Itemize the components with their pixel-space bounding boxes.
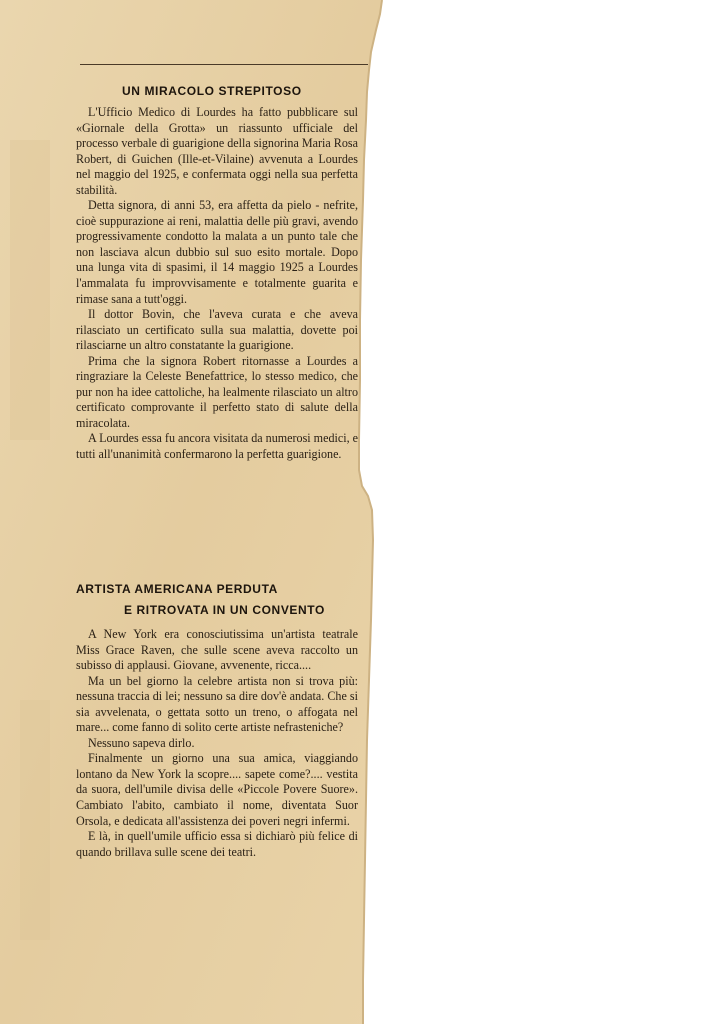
article1-paragraph: L'Ufficio Medico di Lourdes ha fatto pubblicare sul «Giornale della Grotta» un riassunto ufficiale del processo verbale di guarigione della signorina Maria Rosa Robert, di Guichen (Ille-et-Vilaine) avvenuta a Lourdes nel maggio del 1925, e confermata oggi nella sua perfetta stabilità.: [76, 105, 358, 197]
article2-paragraph: Finalmente un giorno una sua amica, viaggiando lontano da New York la scopre.... sapete come?.... vestita da suora, dell'umile divisa delle «Piccole Povere Suore». Cambiato l'abito, cambiato il nome, diventata Suor Orsola, e dedicata all'assistenza dei poveri negri infermi.: [76, 751, 358, 828]
article2-paragraph: Ma un bel giorno la celebre artista non si trova più: nessuna traccia di lei; nessuno sa dire dov'è andata. Che si sia avvelenata, o gettata sotto un treno, o affogata nel mare... come fanno di solito certe artiste nefrasteniche?: [76, 673, 358, 735]
article2-title-line2: E RITROVATA IN UN CONVENTO: [124, 603, 325, 617]
article2-paragraph: A New York era conosciutissima un'artista teatrale Miss Grace Raven, che sulle scene aveva raccolto un subisso di applausi. Giovane, avvenente, ricca....: [76, 627, 358, 673]
article1-paragraph: A Lourdes essa fu ancora visitata da numerosi medici, e tutti all'unanimità confermarono la perfetta guarigione.: [76, 431, 359, 462]
article1-paragraph: Prima che la signora Robert ritornasse a Lourdes a ringraziare la Celeste Benefattrice, lo stesso medico, che pur non ha idee cattoliche, ha lealmente rilasciato un altro certificato comprovante il perfetto stato di salute della miracolata.: [76, 353, 358, 430]
article2-paragraph: Nessuno sapeva dirlo.: [88, 735, 195, 750]
article2-body: [76, 627, 358, 860]
top-rule: [80, 64, 368, 65]
paper-stain: [10, 140, 50, 440]
article1-paragraph: Detta signora, di anni 53, era affetta da pielo - nefrite, cioè suppurazione ai reni, malattia delle più gravi, avendo progressivamente condotto la malata a un punto tale che non lasciava alcun dubbio sul suo esito mortale. Dopo una lunga vita di spasimi, il 14 maggio 1925 a Lourdes l'ammalata fu improvvisamente e totalmente guarita e rimase sana a tutt'oggi.: [76, 198, 358, 306]
article1-title: UN MIRACOLO STREPITOSO: [122, 84, 302, 98]
article2-title-line1: ARTISTA AMERICANA PERDUTA: [76, 582, 278, 596]
article1-paragraph: Il dottor Bovin, che l'aveva curata e che aveva rilasciato un certificato sulla sua malattia, dovette poi rilasciarne un altro constatante la guarigione.: [76, 307, 358, 353]
article2-paragraph: E là, in quell'umile ufficio essa si dichiarò più felice di quando brillava sulle scene dei teatri.: [76, 829, 358, 859]
paper-stain: [20, 700, 50, 940]
article1-body: [76, 105, 358, 463]
